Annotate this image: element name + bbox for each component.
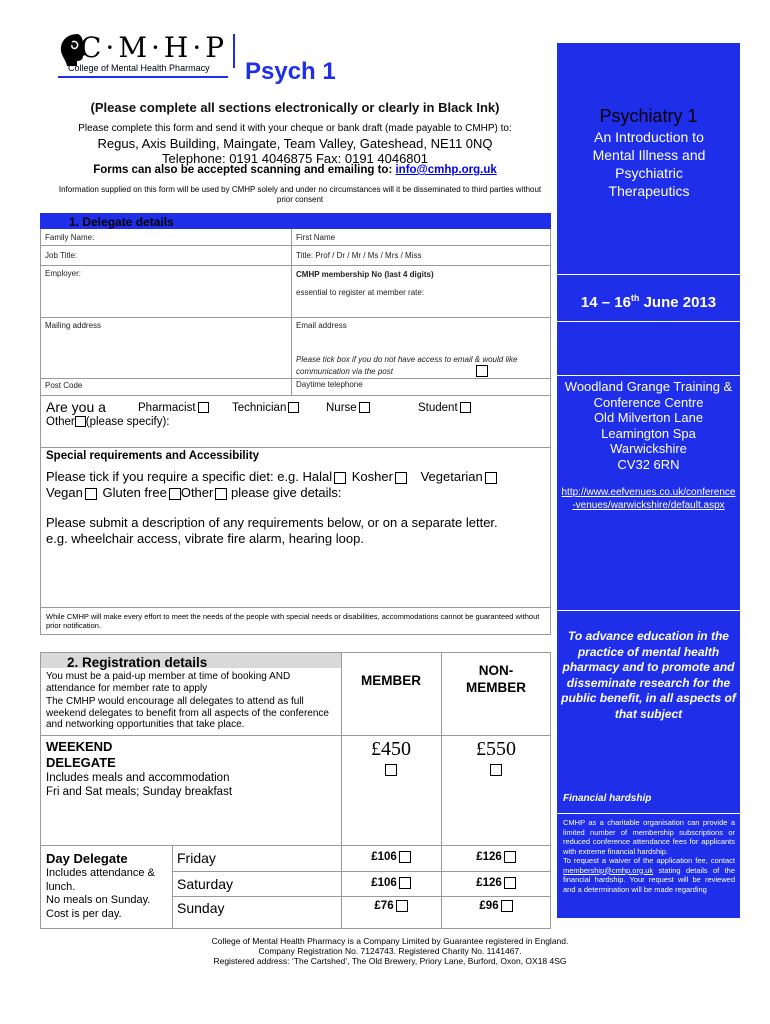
friday-member-checkbox[interactable] bbox=[399, 851, 411, 863]
day-member-option[interactable] bbox=[341, 851, 441, 863]
weekend-member-checkbox[interactable] bbox=[385, 764, 397, 776]
family-name-label: Family Name: bbox=[45, 233, 95, 242]
phone-fax: Telephone: 0191 4046875 Fax: 0191 4046801 bbox=[161, 151, 428, 166]
nurse-label: Nurse bbox=[326, 402, 357, 414]
instruction-main: (Please complete all sections electronically or clearly in Black Ink) bbox=[90, 100, 500, 115]
vegetarian-checkbox[interactable] bbox=[485, 472, 497, 484]
course-code: Psych 1 bbox=[245, 58, 336, 85]
footer-line-2: Company Registration No. 7124743. Registered Charity No. 1141467. bbox=[258, 946, 522, 956]
address: Regus, Axis Building, Maingate, Team Valley, Gateshead, NE11 0NQ bbox=[97, 136, 493, 151]
email-note: Please tick box if you do not have access to email & would like communication via the post bbox=[296, 355, 518, 376]
day-title: Day Delegate bbox=[46, 851, 128, 866]
pharmacist-label: Pharmacist bbox=[138, 402, 196, 414]
kosher-checkbox[interactable] bbox=[395, 472, 407, 484]
diet-line-label: Please tick if you require a specific diet: e.g. Halal bbox=[46, 469, 333, 484]
no-email-checkbox[interactable] bbox=[476, 365, 488, 377]
section2-note-1: You must be a paid-up member at time of booking AND attendance for member rate to apply bbox=[46, 671, 291, 694]
hardship-text-2 bbox=[563, 856, 735, 894]
vegan-checkbox[interactable] bbox=[85, 488, 97, 500]
submit-desc-1: Please submit a description of any requirements below, or on a separate letter. bbox=[46, 515, 498, 530]
logo-org-name: College of Mental Health Pharmacy bbox=[68, 63, 210, 73]
weekend-member-price: £450 bbox=[371, 738, 411, 760]
saturday-nonmember-checkbox[interactable] bbox=[504, 877, 516, 889]
logo-letters: C·M·H·P bbox=[80, 31, 229, 64]
other-checkbox[interactable] bbox=[75, 416, 86, 427]
technician-checkbox[interactable] bbox=[288, 402, 299, 413]
membership-no-label: CMHP membership No (last 4 digits) bbox=[296, 270, 434, 279]
day-desc: Includes attendance & lunch. No meals on Sunday. Cost is per day. bbox=[46, 867, 155, 920]
gluten-free-label: Gluten free bbox=[102, 485, 167, 500]
day-row-saturday bbox=[172, 871, 551, 896]
dates-prefix: 14 – 16 bbox=[580, 294, 631, 311]
mailing-address-label: Mailing address bbox=[45, 321, 102, 330]
submit-desc-2: e.g. wheelchair access, vibrate fire alarm, hearing loop. bbox=[46, 531, 364, 546]
day-name: Friday bbox=[177, 850, 216, 866]
day-nonmember-option[interactable] bbox=[441, 900, 551, 912]
section2-title: 2. Registration details bbox=[67, 655, 208, 670]
sunday-member-checkbox[interactable] bbox=[396, 900, 408, 912]
sidebar bbox=[557, 43, 740, 918]
day-member-option[interactable] bbox=[341, 877, 441, 889]
employer-label: Employer: bbox=[45, 269, 82, 278]
hardship-suffix: stating details of the financial hardship. Your request will be reviewed and a determination will be made regarding bbox=[563, 865, 735, 894]
email-address-label: Email address bbox=[296, 321, 347, 330]
membership-note: essential to register at member rate: bbox=[296, 288, 425, 297]
kosher-label: Kosher bbox=[351, 469, 393, 484]
student-checkbox[interactable] bbox=[460, 402, 471, 413]
scan-email-prefix: Forms can also be accepted scanning and emailing to: bbox=[93, 164, 396, 176]
course-title: Psychiatry 1 bbox=[599, 106, 698, 126]
pharmacist-option[interactable] bbox=[138, 402, 209, 414]
day-name: Sunday bbox=[177, 900, 225, 916]
dates-sup: th bbox=[630, 293, 640, 303]
student-label: Student bbox=[418, 402, 458, 414]
student-option[interactable] bbox=[418, 402, 471, 414]
privacy-note: Information supplied on this form will be used by CMHP solely and under no circumstances will it be disseminated to third parties without prior consent bbox=[58, 185, 542, 204]
venue-url-wrap bbox=[561, 486, 736, 512]
day-member-price: £76 bbox=[374, 900, 394, 913]
hardship-text-1: CMHP as a charitable organisation can provide a limited number of membership subscriptions or reduced conference attendance fees for applicants with extreme financial hardship. bbox=[563, 818, 735, 856]
mission-statement: To advance education in the practice of mental health pharmacy and to promote and disseminate research for the public benefit, in all aspects of that subject bbox=[561, 629, 736, 721]
sunday-nonmember-checkbox[interactable] bbox=[501, 900, 513, 912]
other-option[interactable] bbox=[46, 416, 170, 428]
nurse-option[interactable] bbox=[326, 402, 370, 414]
other-label: Other bbox=[46, 416, 75, 428]
hardship-title: Financial hardship bbox=[563, 793, 652, 804]
day-member-option[interactable] bbox=[341, 900, 441, 912]
daytime-phone-label: Daytime telephone bbox=[296, 380, 363, 389]
weekend-nonmember-checkbox[interactable] bbox=[490, 764, 502, 776]
saturday-member-checkbox[interactable] bbox=[399, 877, 411, 889]
disclaimer: While CMHP will make every effort to meet the needs of the people with special needs or disabilities, accommodations cannot be guaranteed without prior notification. bbox=[46, 612, 540, 630]
section1-title: 1. Delegate details bbox=[69, 215, 174, 229]
course-subtitle: An Introduction to Mental Illness and Psychiatric Therapeutics bbox=[592, 129, 706, 199]
day-member-price: £106 bbox=[371, 851, 397, 864]
hardship-text bbox=[563, 818, 735, 894]
requirements-textarea[interactable] bbox=[46, 548, 546, 604]
vegetarian-label: Vegetarian bbox=[420, 469, 483, 484]
footer-line-1: College of Mental Health Pharmacy is a Company Limited by Guarantee registered in England. bbox=[211, 936, 569, 946]
first-name-label: First Name bbox=[296, 233, 336, 242]
instruction-send: Please complete this form and send it with your cheque or bank draft (made payable to CMHP) to: bbox=[78, 123, 512, 134]
please-specify-label: (please specify): bbox=[85, 416, 170, 428]
diet-other-label: Other bbox=[180, 485, 214, 500]
weekend-title: WEEKEND DELEGATE bbox=[46, 739, 116, 770]
diet-other-checkbox[interactable] bbox=[215, 488, 227, 500]
day-nonmember-price: £96 bbox=[479, 900, 499, 913]
job-title-label: Job Title: bbox=[45, 251, 78, 260]
day-nonmember-price: £126 bbox=[476, 851, 502, 864]
weekend-desc: Includes meals and accommodation Fri and Sat meals; Sunday breakfast bbox=[46, 772, 233, 798]
day-member-price: £106 bbox=[371, 877, 397, 890]
event-dates bbox=[557, 293, 740, 311]
scan-email-line bbox=[40, 164, 550, 176]
member-header: MEMBER bbox=[361, 673, 421, 688]
footer-line-3: Registered address: ‘The Cartshed’, The Old Brewery, Priory Lane, Burford, Oxon, OX18 4SG bbox=[213, 956, 567, 966]
venue-link[interactable]: http://www.eefvenues.co.uk/conference-venues/warwickshire/default.aspx bbox=[561, 487, 736, 511]
venue: Woodland Grange Training & Conference Centre Old Milverton Lane Leamington Spa Warwickshire CV32 6RN bbox=[564, 379, 733, 472]
special-title: Special requirements and Accessibility bbox=[46, 450, 260, 462]
dates-suffix: June 2013 bbox=[639, 294, 717, 311]
hardship-prefix: To request a waiver of the application fee, contact bbox=[563, 856, 735, 865]
halal-checkbox[interactable] bbox=[334, 472, 346, 484]
day-row-sunday bbox=[172, 896, 551, 929]
membership-email-link[interactable]: membership@cmhp.org.uk bbox=[563, 865, 654, 875]
weekend-nonmember-option[interactable] bbox=[441, 738, 551, 779]
weekend-nonmember-price: £550 bbox=[476, 738, 516, 760]
day-row-friday bbox=[172, 845, 551, 871]
post-code-label: Post Code bbox=[45, 381, 83, 390]
diet-line-2 bbox=[46, 485, 342, 500]
nonmember-header: NON- MEMBER bbox=[466, 663, 526, 695]
day-name: Saturday bbox=[177, 876, 234, 892]
info-email-link[interactable]: info@cmhp.org.uk bbox=[395, 164, 497, 176]
vegan-label: Vegan bbox=[46, 485, 83, 500]
logo-rule bbox=[58, 76, 228, 78]
diet-line-1 bbox=[46, 469, 497, 484]
section2-note-2: The CMHP would encourage all delegates to attend as full weekend delegates to benefit from all aspects of the conference and networking opportunities that take place. bbox=[46, 696, 329, 730]
pharmacist-checkbox[interactable] bbox=[198, 402, 209, 413]
are-you-label: Are you a bbox=[46, 399, 106, 415]
day-nonmember-option[interactable] bbox=[441, 877, 551, 889]
day-nonmember-price: £126 bbox=[476, 877, 502, 890]
weekend-member-option[interactable] bbox=[341, 738, 441, 779]
logo bbox=[58, 32, 358, 92]
technician-option[interactable] bbox=[232, 402, 299, 414]
give-details-label: please give details: bbox=[230, 485, 342, 500]
friday-nonmember-checkbox[interactable] bbox=[504, 851, 516, 863]
gluten-free-checkbox[interactable] bbox=[169, 488, 181, 500]
technician-label: Technician bbox=[232, 402, 287, 414]
day-nonmember-option[interactable] bbox=[441, 851, 551, 863]
nurse-checkbox[interactable] bbox=[359, 402, 370, 413]
footer bbox=[40, 936, 740, 966]
title-options-label: Title: Prof / Dr / Mr / Ms / Mrs / Miss bbox=[296, 251, 422, 260]
